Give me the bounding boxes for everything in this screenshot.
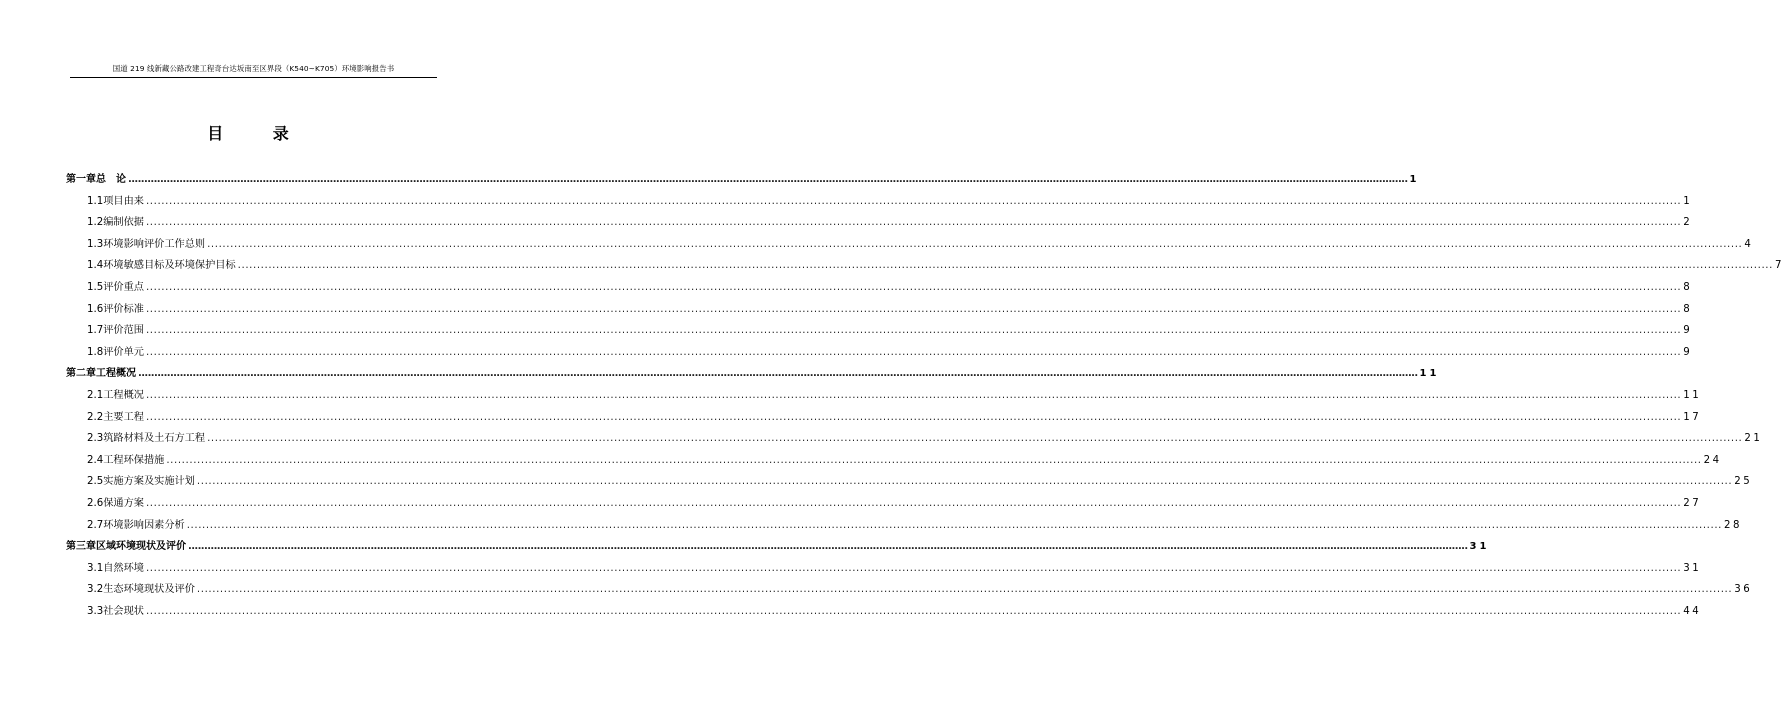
toc-entry-number: 2.4 bbox=[87, 454, 104, 466]
toc-entry-number: 1.4 bbox=[87, 260, 104, 272]
toc-entry-page-number: 9 bbox=[1683, 325, 1693, 337]
toc-entry-label: 项目由来 bbox=[103, 195, 144, 207]
dot-leader: ................................................................................................................................................................................................................................................................................................................................................................................................................ bbox=[196, 584, 1733, 596]
toc-entry-page-number: 17 bbox=[1683, 411, 1702, 423]
toc-entry-label: 筑路材料及土石方工程 bbox=[103, 433, 206, 445]
toc-entry-page-number: 8 bbox=[1683, 303, 1693, 315]
toc-entry-label: 主要工程 bbox=[103, 411, 144, 423]
dot-leader: ................................................................................................................................................................................................................................................................................................................................................................................................................ bbox=[188, 541, 1468, 553]
dot-leader: ................................................................................................................................................................................................................................................................................................................................................................................................................ bbox=[145, 605, 1682, 617]
toc-entry-number: 2.5 bbox=[87, 476, 104, 488]
toc-entry-label: 环境敏感目标及环境保护目标 bbox=[103, 260, 236, 272]
toc-entry-number: 1.2 bbox=[87, 217, 104, 229]
toc-entry-page-number: 28 bbox=[1724, 519, 1742, 531]
toc-section-entry[interactable] bbox=[66, 601, 1702, 623]
header-rule bbox=[70, 77, 437, 78]
toc-entry-page-number: 27 bbox=[1683, 497, 1702, 509]
toc-entry-page-number: 21 bbox=[1744, 433, 1763, 445]
dot-leader: ................................................................................................................................................................................................................................................................................................................................................................................................................ bbox=[145, 497, 1682, 509]
toc-entry-page-number: 11 bbox=[1683, 389, 1702, 401]
toc-entry-number: 1.8 bbox=[87, 346, 104, 358]
toc-entry-label: 总 论 bbox=[96, 174, 126, 185]
toc-section-entry[interactable] bbox=[66, 558, 1702, 580]
dot-leader: ................................................................................................................................................................................................................................................................................................................................................................................................................ bbox=[196, 476, 1733, 488]
dot-leader: ................................................................................................................................................................................................................................................................................................................................................................................................................ bbox=[145, 217, 1682, 229]
dot-leader: ................................................................................................................................................................................................................................................................................................................................................................................................................ bbox=[145, 303, 1682, 315]
toc-chapter-entry[interactable] bbox=[66, 536, 1490, 558]
toc-section-entry[interactable] bbox=[66, 579, 1753, 601]
dot-leader: ................................................................................................................................................................................................................................................................................................................................................................................................................ bbox=[145, 346, 1682, 358]
toc-entry-label: 区域环境现状及评价 bbox=[96, 541, 186, 553]
dot-leader: ................................................................................................................................................................................................................................................................................................................................................................................................................ bbox=[145, 389, 1682, 401]
dot-leader: ................................................................................................................................................................................................................................................................................................................................................................................................................ bbox=[145, 195, 1682, 207]
toc-entry-label: 社会现状 bbox=[103, 605, 144, 617]
toc-entry-number: 1.5 bbox=[87, 281, 104, 293]
toc-section-entry[interactable] bbox=[66, 320, 1693, 342]
toc-section-entry[interactable] bbox=[66, 385, 1702, 407]
toc-entry-number: 1.1 bbox=[87, 195, 104, 207]
toc-entry-label: 工程概况 bbox=[103, 389, 144, 401]
toc-entry-label: 评价标准 bbox=[103, 303, 144, 315]
toc-entry-page-number: 31 bbox=[1469, 541, 1490, 553]
toc-entry-number: 第二章 bbox=[66, 368, 96, 380]
toc-entry-page-number: 9 bbox=[1683, 346, 1693, 358]
toc-entry-number: 2.6 bbox=[87, 497, 104, 509]
toc-entry-page-number: 44 bbox=[1683, 605, 1702, 617]
toc-entry-page-number: 1 bbox=[1683, 195, 1693, 207]
dot-leader: ................................................................................................................................................................................................................................................................................................................................................................................................................ bbox=[138, 368, 1418, 380]
toc-entry-page-number: 36 bbox=[1734, 584, 1753, 596]
toc-entry-label: 环境影响因素分析 bbox=[103, 519, 185, 531]
toc-entry-number: 第三章 bbox=[66, 541, 96, 553]
toc-entry-number: 2.2 bbox=[87, 411, 104, 423]
table-of-contents bbox=[66, 169, 1784, 622]
toc-section-entry[interactable] bbox=[66, 493, 1702, 515]
dot-leader: ................................................................................................................................................................................................................................................................................................................................................................................................................ bbox=[145, 281, 1682, 293]
toc-section-entry[interactable] bbox=[66, 450, 1722, 472]
dot-leader: ................................................................................................................................................................................................................................................................................................................................................................................................................ bbox=[145, 411, 1682, 423]
toc-entry-number: 2.3 bbox=[87, 433, 104, 445]
toc-entry-label: 工程概况 bbox=[96, 368, 136, 380]
toc-chapter-entry[interactable] bbox=[66, 363, 1440, 385]
toc-entry-number: 1.6 bbox=[87, 303, 104, 315]
dot-leader: ................................................................................................................................................................................................................................................................................................................................................................................................................ bbox=[128, 174, 1408, 185]
toc-entry-label: 保通方案 bbox=[103, 497, 144, 509]
toc-entry-page-number: 11 bbox=[1419, 368, 1440, 380]
toc-section-entry[interactable] bbox=[66, 428, 1763, 450]
dot-leader: ................................................................................................................................................................................................................................................................................................................................................................................................................ bbox=[237, 260, 1773, 272]
toc-entry-label: 评价单元 bbox=[103, 346, 144, 358]
toc-entry-page-number: 24 bbox=[1703, 454, 1722, 466]
toc-entry-number: 第一章 bbox=[66, 174, 96, 185]
dot-leader: ................................................................................................................................................................................................................................................................................................................................................................................................................ bbox=[145, 562, 1682, 574]
dot-leader: ................................................................................................................................................................................................................................................................................................................................................................................................................ bbox=[145, 325, 1682, 337]
toc-entry-label: 编制依据 bbox=[103, 217, 144, 229]
running-header: 国道 219 线新藏公路改建工程奇台达坂南至区界段（K540~K705）环境影响报告书 bbox=[112, 64, 395, 73]
toc-entry-number: 2.1 bbox=[87, 389, 104, 401]
toc-entry-label: 工程环保措施 bbox=[103, 454, 165, 466]
toc-entry-page-number: 2 bbox=[1683, 217, 1693, 229]
toc-entry-number: 1.7 bbox=[87, 325, 104, 337]
toc-entry-page-number: 4 bbox=[1744, 238, 1754, 250]
toc-title: 目 录 bbox=[207, 124, 311, 143]
toc-entry-number: 1.3 bbox=[87, 238, 104, 250]
toc-entry-page-number: 31 bbox=[1683, 562, 1702, 574]
toc-section-entry[interactable] bbox=[66, 299, 1693, 321]
toc-entry-label: 评价范围 bbox=[103, 325, 144, 337]
toc-entry-page-number: 7 bbox=[1774, 260, 1784, 272]
toc-section-entry[interactable] bbox=[66, 212, 1693, 234]
toc-chapter-entry[interactable] bbox=[66, 169, 1420, 191]
toc-entry-label: 环境影响评价工作总则 bbox=[103, 238, 206, 250]
toc-section-entry[interactable] bbox=[66, 515, 1742, 537]
toc-entry-page-number: 1 bbox=[1409, 174, 1420, 185]
toc-section-entry[interactable] bbox=[66, 342, 1693, 364]
toc-entry-label: 评价重点 bbox=[103, 281, 144, 293]
dot-leader: ................................................................................................................................................................................................................................................................................................................................................................................................................ bbox=[186, 519, 1723, 531]
toc-section-entry[interactable] bbox=[66, 277, 1693, 299]
toc-section-entry[interactable] bbox=[66, 191, 1693, 213]
toc-section-entry[interactable] bbox=[66, 471, 1753, 493]
dot-leader: ................................................................................................................................................................................................................................................................................................................................................................................................................ bbox=[207, 238, 1743, 250]
toc-section-entry[interactable] bbox=[66, 255, 1784, 277]
toc-entry-label: 实施方案及实施计划 bbox=[103, 476, 195, 488]
toc-section-entry[interactable] bbox=[66, 234, 1754, 256]
dot-leader: ................................................................................................................................................................................................................................................................................................................................................................................................................ bbox=[166, 454, 1702, 466]
toc-entry-page-number: 8 bbox=[1683, 281, 1693, 293]
toc-entry-page-number: 25 bbox=[1734, 476, 1753, 488]
toc-entry-number: 3.3 bbox=[87, 605, 104, 617]
toc-entry-number: 3.1 bbox=[87, 562, 104, 574]
toc-entry-number: 3.2 bbox=[87, 584, 104, 596]
toc-entry-label: 自然环境 bbox=[103, 562, 144, 574]
toc-entry-label: 生态环境现状及评价 bbox=[103, 584, 195, 596]
toc-section-entry[interactable] bbox=[66, 407, 1702, 429]
dot-leader: ................................................................................................................................................................................................................................................................................................................................................................................................................ bbox=[207, 433, 1743, 445]
toc-entry-number: 2.7 bbox=[87, 519, 104, 531]
